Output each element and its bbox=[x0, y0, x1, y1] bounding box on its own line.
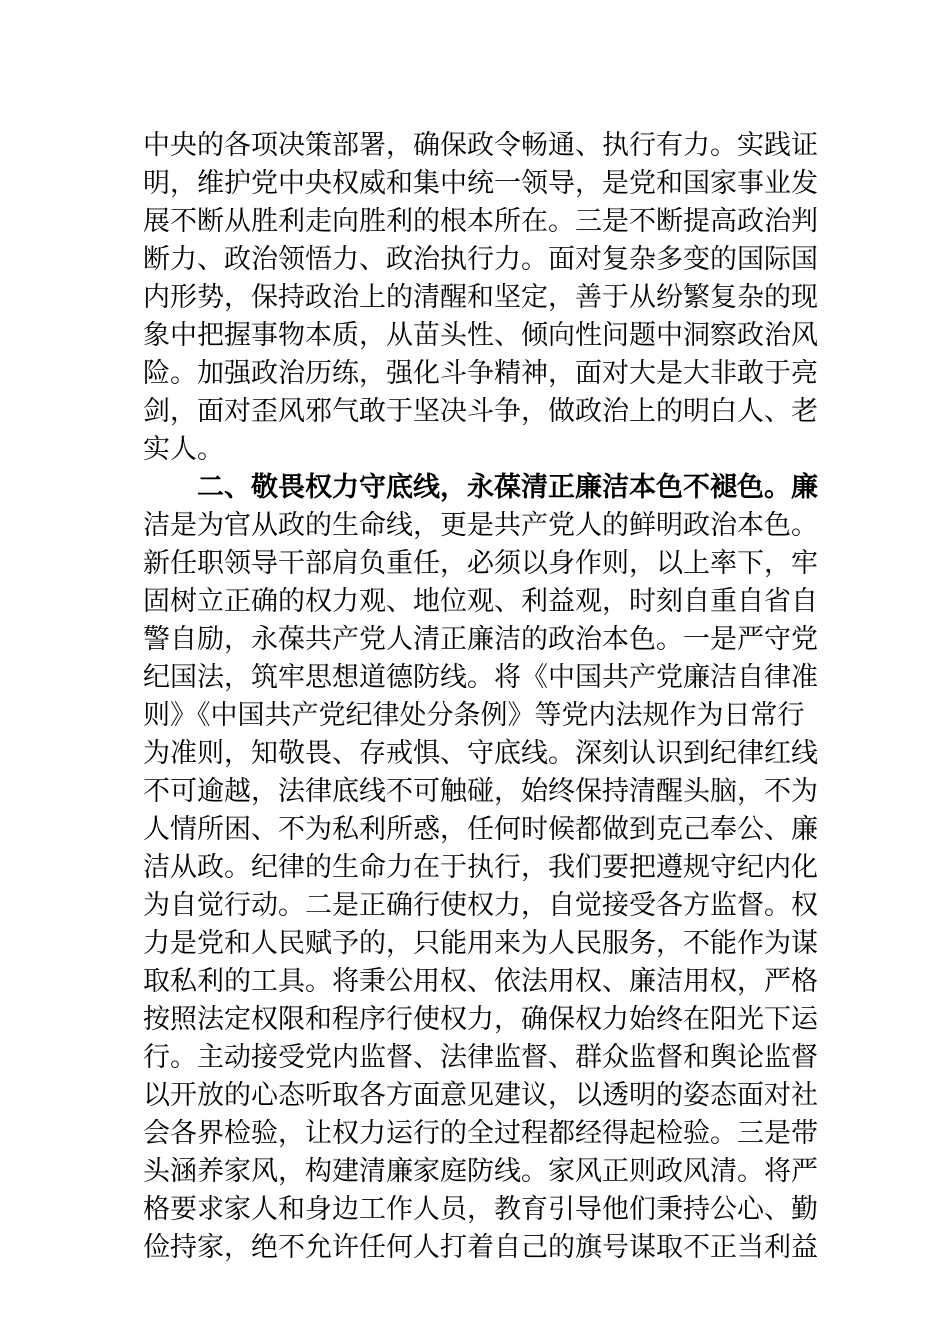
text-line: 洁是为官从政的生命线，更是共产党人的鲜明政治本色。 bbox=[143, 510, 818, 541]
text-line: 头涵养家风，构建清廉家庭防线。家风正则政风清。将严 bbox=[143, 1156, 818, 1187]
text-line: 取私利的工具。将秉公用权、依法用权、廉洁用权，严格 bbox=[143, 966, 818, 997]
text-line: 行。主动接受党内监督、法律监督、群众监督和舆论监督 bbox=[143, 1042, 818, 1073]
text-line: 新任职领导干部肩负重任，必须以身作则，以上率下，牢 bbox=[143, 548, 818, 579]
text-line: 内形势，保持政治上的清醒和坚定，善于从纷繁复杂的现 bbox=[143, 282, 818, 313]
text-line: 固树立正确的权力观、地位观、利益观，时刻自重自省自 bbox=[143, 586, 818, 617]
text-line: 纪国法，筑牢思想道德防线。将《中国共产党廉洁自律准 bbox=[143, 662, 818, 693]
text-line: 险。加强政治历练，强化斗争精神，面对大是大非敢于亮 bbox=[143, 358, 818, 389]
text-line: 不可逾越，法律底线不可触碰，始终保持清醒头脑，不为 bbox=[143, 776, 818, 807]
text-line: 警自励，永葆共产党人清正廉洁的政治本色。一是严守党 bbox=[143, 624, 818, 655]
text-line: 象中把握事物本质，从苗头性、倾向性问题中洞察政治风 bbox=[143, 320, 818, 351]
text-line: 断力、政治领悟力、政治执行力。面对复杂多变的国际国 bbox=[143, 244, 818, 275]
text-line: 则》《中国共产党纪律处分条例》等党内法规作为日常行 bbox=[143, 700, 805, 731]
text-line: 格要求家人和身边工作人员，教育引导他们秉持公心、勤 bbox=[143, 1194, 818, 1225]
text-line: 展不断从胜利走向胜利的根本所在。三是不断提高政治判 bbox=[143, 206, 818, 237]
section-heading-line: 二、敬畏权力守底线，永葆清正廉洁本色不褪色。廉 bbox=[197, 472, 818, 503]
text-line: 洁从政。纪律的生命力在于执行，我们要把遵规守纪内化 bbox=[143, 852, 818, 883]
text-line: 力是党和人民赋予的，只能用来为人民服务，不能作为谋 bbox=[143, 928, 818, 959]
text-line: 为准则，知敬畏、存戒惧、守底线。深刻认识到纪律红线 bbox=[143, 738, 818, 769]
text-line: 人情所困、不为私利所惑，任何时候都做到克己奉公、廉 bbox=[143, 814, 818, 845]
text-line: 明，维护党中央权威和集中统一领导，是党和国家事业发 bbox=[143, 168, 818, 199]
text-line: 为自觉行动。二是正确行使权力，自觉接受各方监督。权 bbox=[143, 890, 818, 921]
text-line: 按照法定权限和程序行使权力，确保权力始终在阳光下运 bbox=[143, 1004, 818, 1035]
text-line: 会各界检验，让权力运行的全过程都经得起检验。三是带 bbox=[143, 1118, 818, 1149]
text-line: 以开放的心态听取各方面意见建议，以透明的姿态面对社 bbox=[143, 1080, 818, 1111]
text-line: 中央的各项决策部署，确保政令畅通、执行有力。实践证 bbox=[143, 130, 818, 161]
text-line: 实人。 bbox=[143, 434, 224, 465]
text-line: 剑，面对歪风邪气敢于坚决斗争，做政治上的明白人、老 bbox=[143, 396, 818, 427]
text-line: 俭持家，绝不允许任何人打着自己的旗号谋取不正当利益 bbox=[143, 1232, 818, 1263]
